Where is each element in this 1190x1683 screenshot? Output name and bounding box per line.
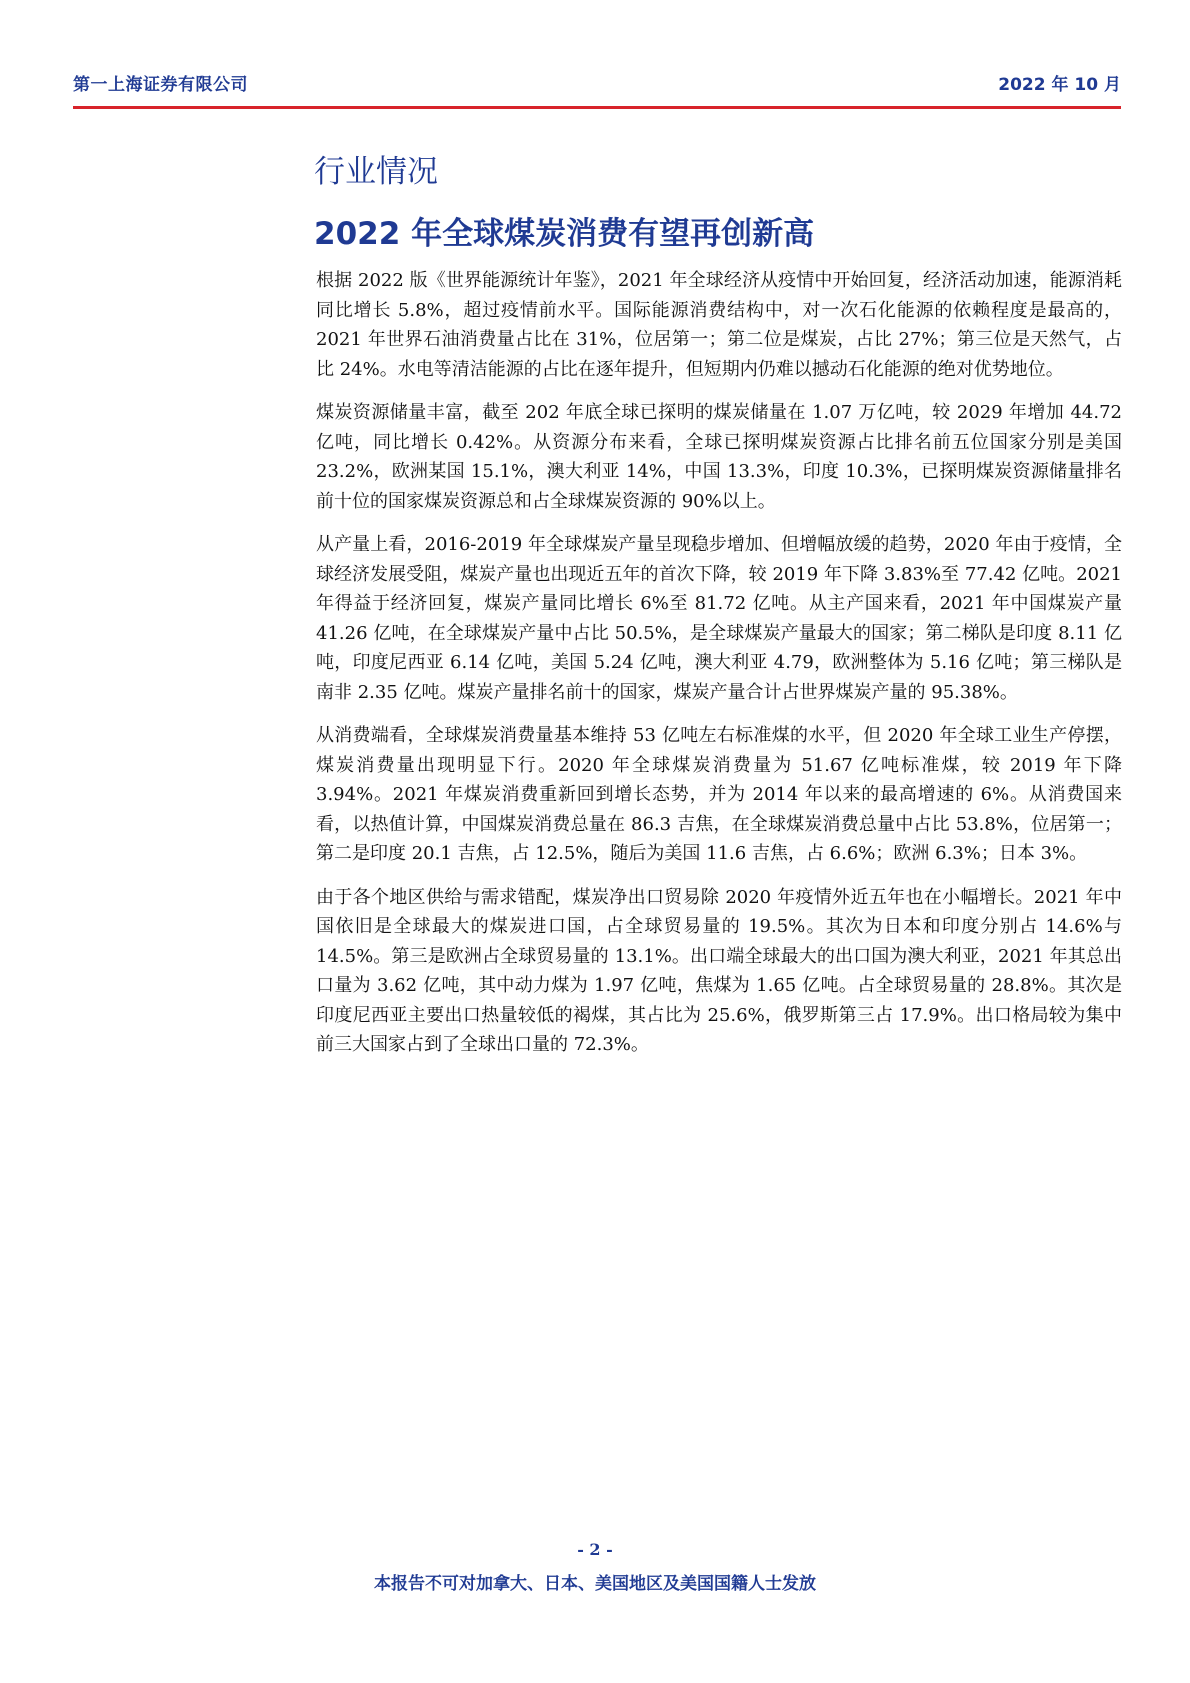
section-title: 行业情况 [314, 154, 438, 190]
article-title: 2022 年全球煤炭消费有望再创新高 [314, 216, 815, 252]
page-header [73, 70, 1121, 110]
paragraph-coal-trade: 由于各个地区供给与需求错配，煤炭净出口贸易除 2020 年疫情外近五年也在小幅增长。2021 年中国依旧是全球最大的煤炭进口国，占全球贸易量的 19.5%。其次为日本和印度分别占 14.6%与 14.5%。第三是欧洲占全球贸易量的 13.1%。出口端全球最大的出口国为澳大利亚，2021 年其总出口量为 3.62 亿吨，其中动力煤为 1.97 亿吨，焦煤为 1.65 亿吨。占全球贸易量的 28.8%。其次是印度尼西亚主要出口热量较低的褐煤，其占比为 25.6%，俄罗斯第三占 17.9%。出口格局较为集中前三大国家占到了全球出口量的 72.3%。 [316, 886, 1122, 1055]
header-divider [73, 106, 1121, 109]
page-number: - 2 - [577, 1540, 613, 1559]
company-name: 第一上海证券有限公司 [73, 75, 248, 95]
paragraph-coal-production: 从产量上看，2016-2019 年全球煤炭产量呈现稳步增加、但增幅放缓的趋势，2020 年由于疫情，全球经济发展受阻，煤炭产量也出现近五年的首次下降，较 2019 年下降 3.83%至 77.42 亿吨。2021 年得益于经济回复，煤炭产量同比增长 6%至 81.72 亿吨。从主产国来看，2021 年中国煤炭产量 41.26 亿吨，在全球煤炭产量中占比 50.5%，是全球煤炭产量最大的国家；第二梯队是印度 8.11 亿吨，印度尼西亚 6.14 亿吨，美国 5.24 亿吨，澳大利亚 4.79，欧洲整体为 5.16 亿吨；第三梯队是南非 2.35 亿吨。煤炭产量排名前十的国家，煤炭产量合计占世界煤炭产量的 95.38%。 [316, 534, 1122, 703]
article-body [316, 266, 1122, 1074]
paragraph-energy-consumption: 根据 2022 版《世界能源统计年鉴》，2021 年全球经济从疫情中开始回复，经济活动加速，能源消耗同比增长 5.8%，超过疫情前水平。国际能源消费结构中，对一次石化能源的依赖程度是最高的，2021 年世界石油消费量占比在 31%，位居第一；第二位是煤炭，占比 27%；第三位是天然气，占比 24%。水电等清洁能源的占比在逐年提升，但短期内仍难以撼动石化能源的绝对优势地位。 [316, 270, 1122, 380]
paragraph-coal-reserves: 煤炭资源储量丰富，截至 202 年底全球已探明的煤炭储量在 1.07 万亿吨，较 2029 年增加 44.72 亿吨，同比增长 0.42%。从资源分布来看，全球已探明煤炭资源占比排名前五位国家分别是美国 23.2%，欧洲某国 15.1%，澳大利亚 14%，中国 13.3%，印度 10.3%，已探明煤炭资源储量排名前十位的国家煤炭资源总和占全球煤炭资源的 90%以上。 [316, 402, 1122, 512]
report-date: 2022 年 10 月 [998, 75, 1121, 95]
paragraph-coal-consumption: 从消费端看，全球煤炭消费量基本维持 53 亿吨左右标准煤的水平，但 2020 年全球工业生产停摆，煤炭消费量出现明显下行。2020 年全球煤炭消费量为 51.67 亿吨标准煤，较 2019 年下降 3.94%。2021 年煤炭消费重新回到增长态势，并为 2014 年以来的最高增速的 6%。从消费国来看，以热值计算，中国煤炭消费总量在 86.3 吉焦，在全球煤炭消费总量中占比 53.8%，位居第一；第二是印度 20.1 吉焦，占 12.5%，随后为美国 11.6 吉焦，占 6.6%；欧洲 6.3%；日本 3%。 [316, 725, 1122, 864]
distribution-disclaimer: 本报告不可对加拿大、日本、美国地区及美国国籍人士发放 [374, 1574, 816, 1594]
